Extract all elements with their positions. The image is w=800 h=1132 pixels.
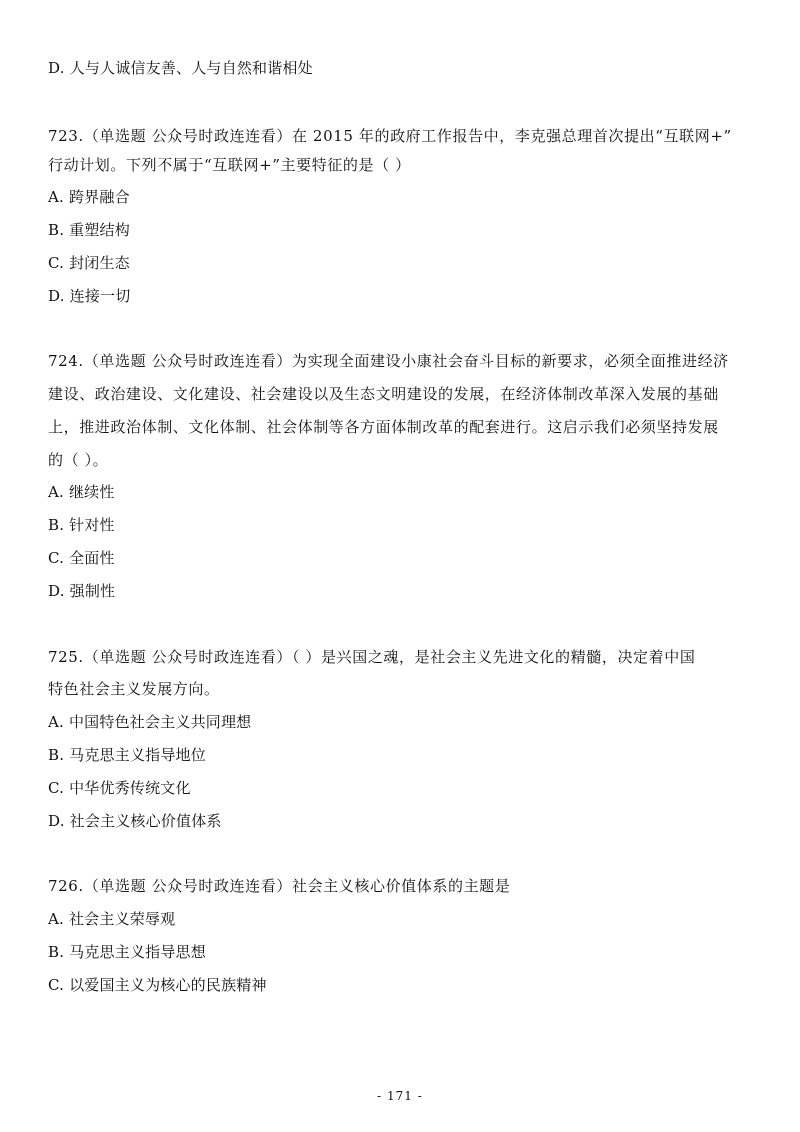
question-725-option-d: D. 社会主义核心价值体系 <box>48 812 222 830</box>
question-725-stem-line-1: 725.（单选题 公众号时政连连看）（ ）是兴国之魂，是社会主义先进文化的精髓，决定着中国 <box>48 648 696 666</box>
question-723-option-d: D. 连接一切 <box>48 287 131 305</box>
question-724-option-b: B. 针对性 <box>48 516 115 534</box>
question-726-option-c: C. 以爱国主义为核心的民族精神 <box>48 976 267 994</box>
question-724-option-d: D. 强制性 <box>48 582 116 600</box>
question-724-stem-line-1: 724.（单选题 公众号时政连连看）为实现全面建设小康社会奋斗目标的新要求，必须全面推进经济 <box>48 352 729 370</box>
question-726-option-a: A. 社会主义荣辱观 <box>48 910 176 928</box>
question-725-option-c: C. 中华优秀传统文化 <box>48 779 191 797</box>
question-724-option-c: C. 全面性 <box>48 549 115 567</box>
question-725-option-a: A. 中国特色社会主义共同理想 <box>48 713 252 731</box>
question-726-stem-line-1: 726.（单选题 公众号时政连连看）社会主义核心价值体系的主题是 <box>48 877 511 895</box>
question-724-stem-line-4: 的（ ）。 <box>48 451 109 469</box>
question-726-option-b: B. 马克思主义指导思想 <box>48 943 206 961</box>
question-723-option-a: A. 跨界融合 <box>48 188 130 206</box>
question-723-stem-line-1: 723.（单选题 公众号时政连连看）在 2015 年的政府工作报告中，李克强总理首次提出“互联网+” <box>48 127 732 145</box>
question-724-stem-line-3: 上，推进政治体制、文化体制、社会体制等各方面体制改革的配套进行。这启示我们必须坚持发展 <box>48 418 719 436</box>
question-723-stem-line-2: 行动计划。下列不属于“互联网+”主要特征的是（ ） <box>48 156 411 174</box>
option-d-previous: D. 人与人诚信友善、人与自然和谐相处 <box>48 59 313 77</box>
page-number: - 171 - <box>377 1089 423 1103</box>
question-723-option-b: B. 重塑结构 <box>48 221 130 239</box>
question-723-option-c: C. 封闭生态 <box>48 254 130 272</box>
question-724-stem-line-2: 建设、政治建设、文化建设、社会建设以及生态文明建设的发展，在经济体制改革深入发展的基础 <box>48 385 719 403</box>
question-725-stem-line-2: 特色社会主义发展方向。 <box>48 680 220 698</box>
question-724-option-a: A. 继续性 <box>48 483 115 501</box>
question-725-option-b: B. 马克思主义指导地位 <box>48 746 206 764</box>
